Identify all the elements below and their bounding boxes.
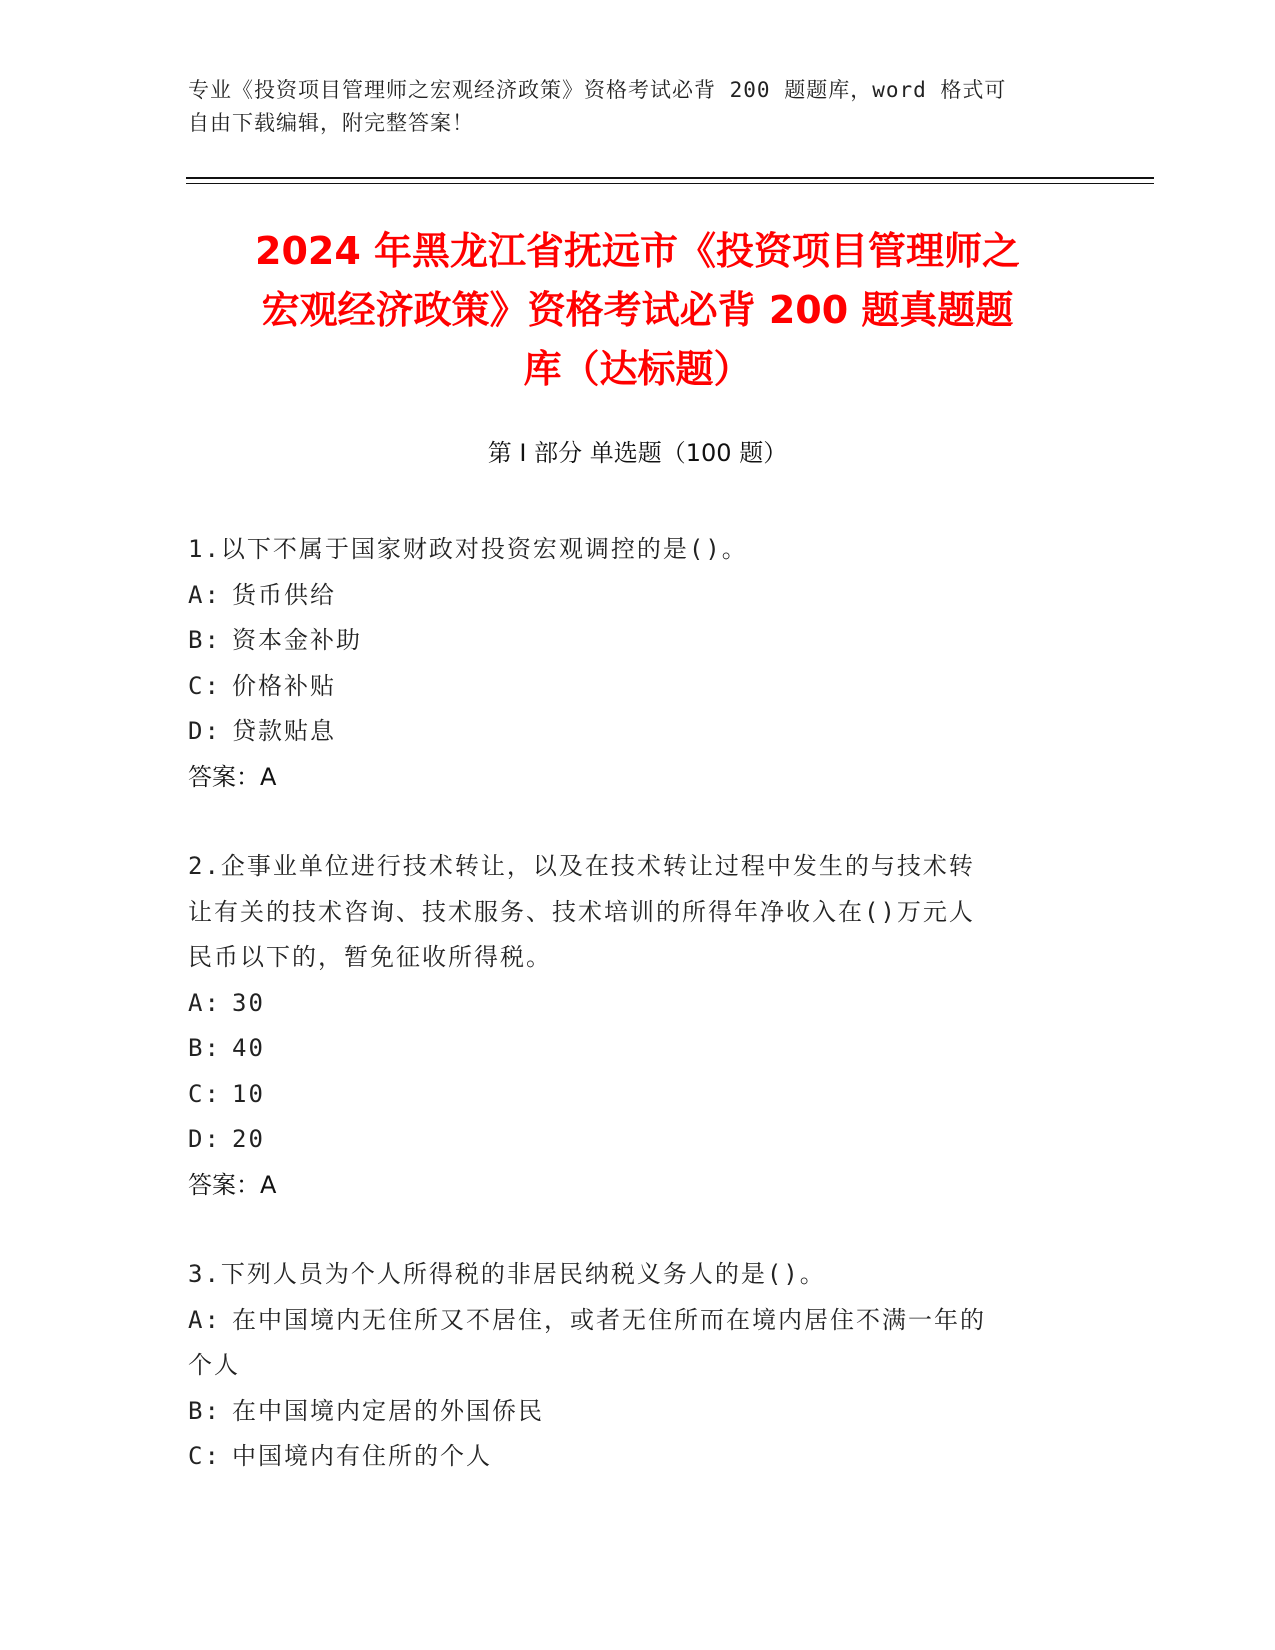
option-d [188,1117,1078,1163]
answer-line: 答案：A [188,1170,277,1199]
question-3 [188,1252,1078,1480]
option-text: 在中国境内无住所又不居住，或者无住所而在境内居住不满一年的 [232,1305,986,1334]
title-line-2: 宏观经济政策》资格考试必背 200 题真题题 [261,288,1014,332]
question-stem-line-2: 让有关的技术咨询、技术服务、技术培训的所得年净收入在()万元人 [188,897,975,926]
question-1 [188,527,1078,800]
question-stem-line-1: 2.企事业单位进行技术转让，以及在技术转让过程中发生的与技术转 [188,852,975,880]
question-stem: 3.下列人员为个人所得税的非居民纳税义务人的是()。 [188,1260,826,1288]
option-d [188,709,1078,755]
option-letter: C: [188,1079,221,1108]
question-spacer [188,800,1078,844]
option-c [188,1072,1078,1118]
option-text: 20 [232,1125,265,1153]
option-a [188,573,1078,619]
question-stem: 1.以下不属于国家财政对投资宏观调控的是()。 [188,535,748,563]
option-text: 在中国境内定居的外国侨民 [232,1396,544,1425]
document-title [160,222,1115,399]
option-letter: B: [188,1034,221,1062]
header-note [188,74,1088,140]
title-line-3: 库（达标题） [523,347,752,391]
option-text: 中国境内有住所的个人 [232,1442,492,1470]
option-text: 40 [232,1034,265,1062]
option-a [188,981,1078,1027]
option-b [188,618,1078,664]
option-a-continuation: 个人 [188,1351,240,1379]
option-letter: A: [188,580,221,609]
question-stem-line-3: 民币以下的，暂免征收所得税。 [188,943,552,971]
option-text: 10 [232,1079,265,1108]
option-a [188,1298,1078,1344]
option-letter: D: [188,717,221,745]
title-line-1: 2024 年黑龙江省抚远市《投资项目管理师之 [255,229,1020,273]
option-b [188,1026,1078,1072]
answer-line: 答案：A [188,762,277,791]
header-divider-thick [186,177,1154,179]
header-note-line-2: 自由下载编辑，附完整答案！ [188,111,474,135]
option-letter: A: [188,1305,221,1334]
question-list [188,527,1078,1480]
option-c [188,1434,1078,1480]
question-spacer [188,1208,1078,1252]
option-text: 货币供给 [232,580,336,609]
option-c [188,664,1078,710]
question-2 [188,844,1078,1208]
option-letter: C: [188,1442,221,1470]
header-note-line-1: 专业《投资项目管理师之宏观经济政策》资格考试必背 200 题题库，word 格式可 [188,78,1007,102]
option-text: 价格补贴 [232,671,336,700]
option-letter: B: [188,1396,221,1425]
option-b [188,1389,1078,1435]
header-divider-thin [186,183,1154,184]
option-letter: B: [188,626,221,654]
option-text: 资本金补助 [232,626,362,654]
option-letter: C: [188,671,221,700]
section-heading: 第 I 部分 单选题（100 题） [487,439,788,467]
option-letter: D: [188,1125,221,1153]
option-letter: A: [188,988,221,1017]
option-text: 贷款贴息 [232,717,336,745]
option-text: 30 [232,988,265,1017]
